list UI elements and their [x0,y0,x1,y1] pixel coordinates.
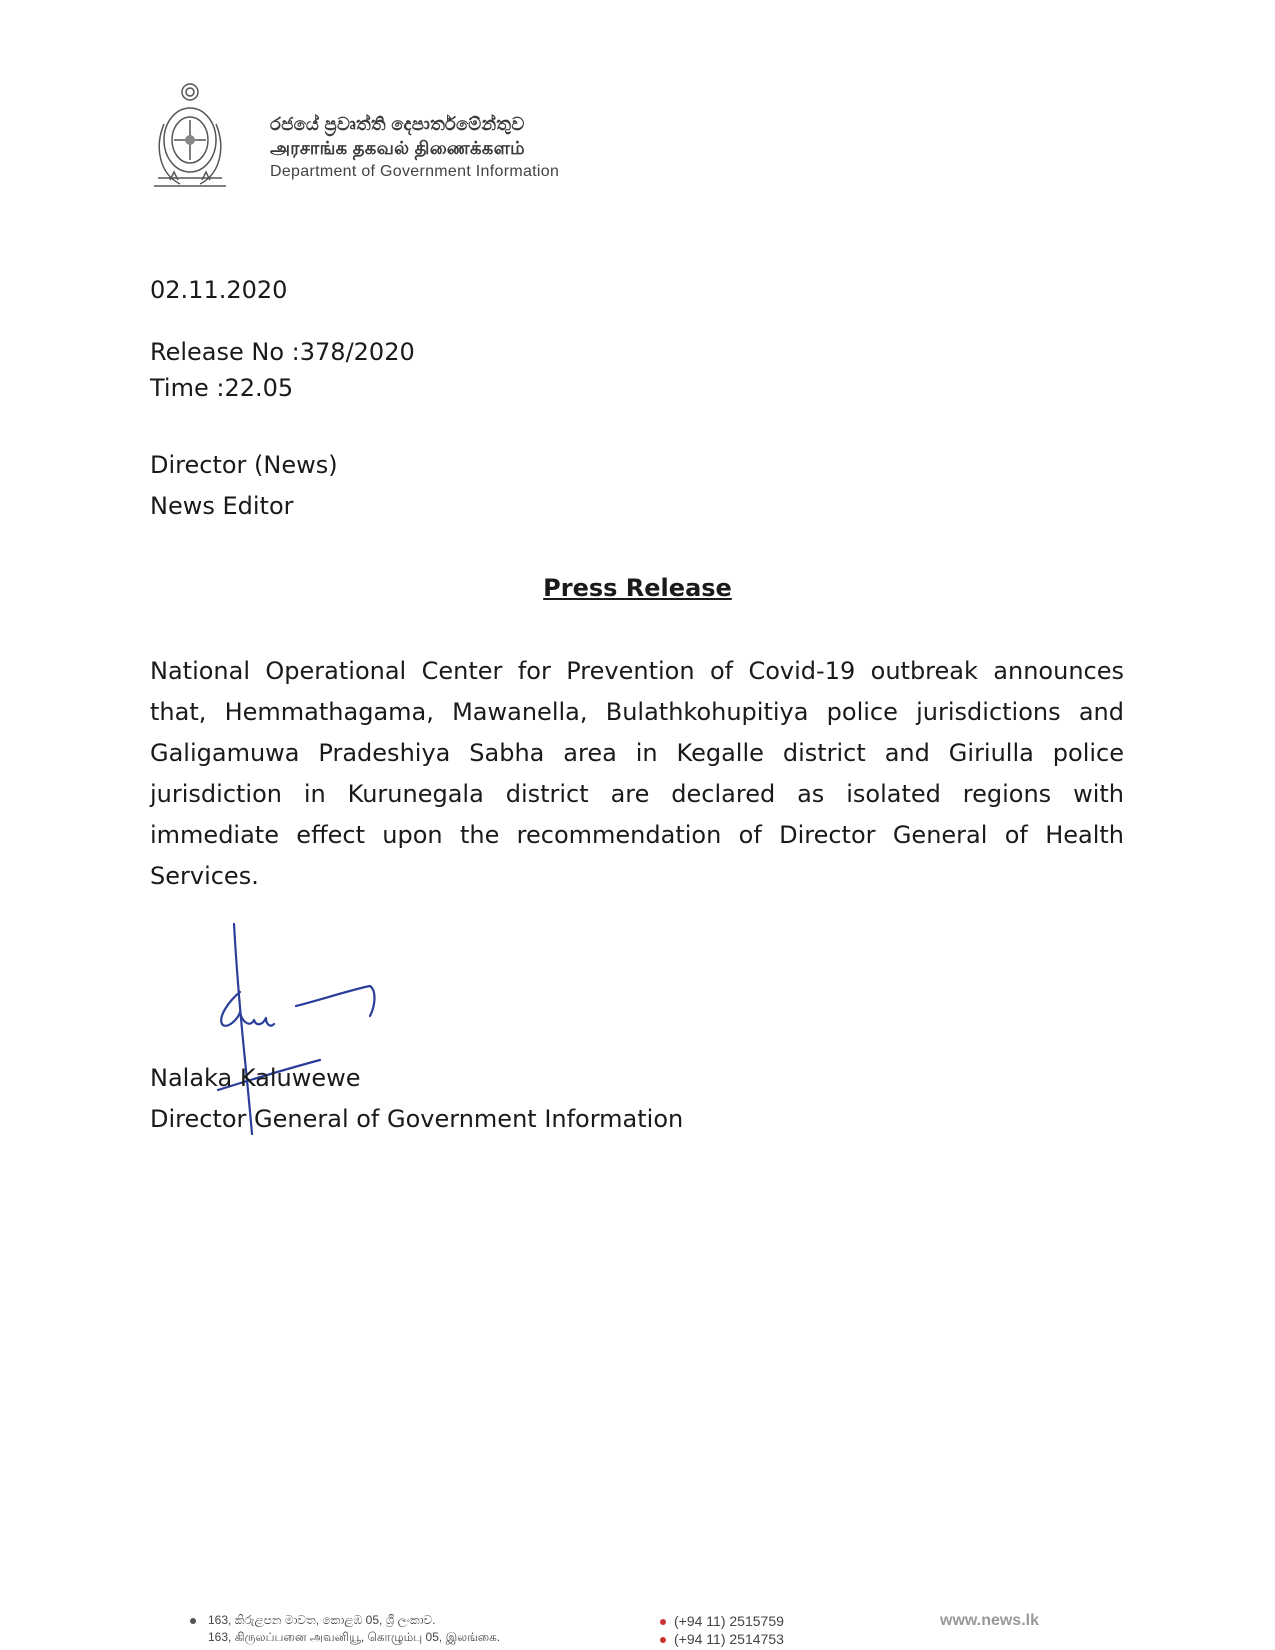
letterhead-department-name [270,112,650,184]
release-number: Release No :378/2020 [150,338,415,366]
footer-contact [660,1612,784,1648]
recipient-news-editor: News Editor [150,492,294,520]
fax-number: (+94 11) 2514753 [674,1631,784,1647]
recipient-director-news: Director (News) [150,451,338,479]
phone-number: (+94 11) 2515759 [674,1613,784,1629]
fax-icon [660,1637,666,1643]
release-date: 02.11.2020 [150,276,288,304]
document-title: Press Release [543,574,732,602]
footer-address [190,1612,500,1646]
signer-title: Director General of Government Information [150,1105,684,1133]
department-name-english: Department of Government Information [270,163,560,180]
bullet-icon [190,1618,196,1624]
press-release-body: National Operational Center for Prevention of Covid-19 outbreak announces that, Hemmathagama, Mawanella, Bulathkohupitiya police jurisdictions and Galigamuwa Pradeshiya Sabha area in Kegalle district and Giriulla police jurisdiction in Kurunegala district are declared as isolated regions with immediate effect upon the recommendation of Director General of Health Services. [150,657,1124,890]
signer-name: Nalaka Kaluwewe [150,1064,361,1092]
department-name-tamil: அரசாங்க தகவல் திணைக்களம் [270,138,525,158]
phone-icon [660,1619,666,1625]
footer-website[interactable]: www.news.lk [940,1612,1039,1629]
address-tamil: 163, கிருலப்பனை அவனியூ, கொழும்பு 05, இலங்கை. [208,1630,501,1644]
department-name-sinhala: රජයේ ප්‍රවෘත්ති දෙපාර්තමේන්තුව [270,114,525,134]
sri-lanka-emblem-icon [150,78,248,196]
release-time: Time :22.05 [150,374,294,402]
letterhead-footer [190,1612,1090,1650]
address-sinhala: 163, කිරුළපන මාවත, කොළඹ 05, ශ්‍රී ලංකාව. [208,1613,436,1627]
